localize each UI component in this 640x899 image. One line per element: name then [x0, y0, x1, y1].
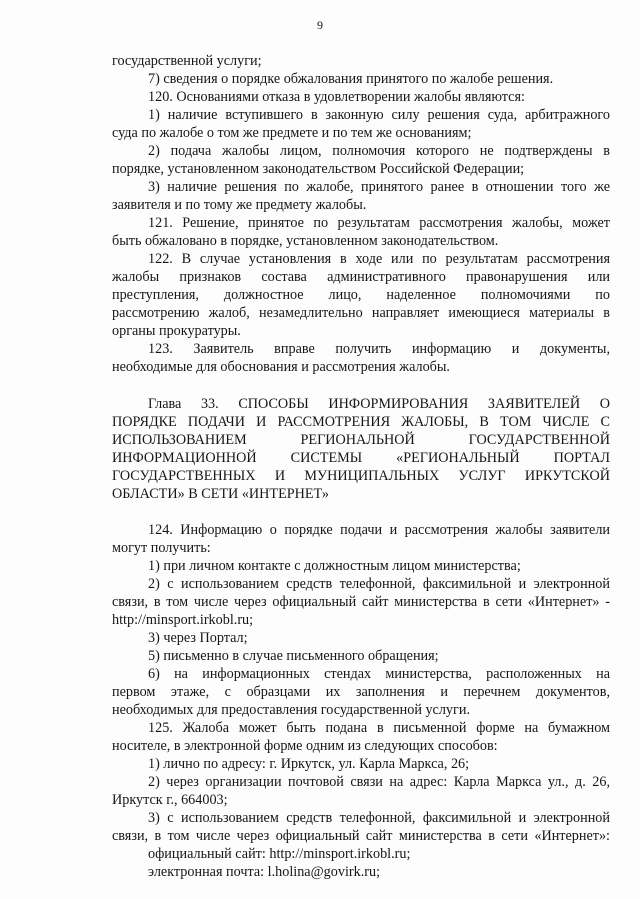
text-line: Иркутск г., 664003;: [112, 792, 228, 808]
text-line: 123. Заявитель вправе получить информацию и документы,: [148, 341, 610, 357]
text-line: необходимые для обоснования и рассмотрения жалобы.: [112, 359, 450, 375]
text-line: 124. Информацию о порядке подачи и рассмотрения жалобы заявители: [148, 522, 610, 538]
text-line: первом этаже, с образцами их заполнения и перечнем документов,: [112, 684, 610, 700]
text-line: рассмотрению жалоб, незамедлительно направляет имеющиеся материалы в: [112, 305, 610, 321]
text-line: преступления, должностное лицо, наделенное полномочиями по: [112, 287, 610, 303]
text-line: 7) сведения о порядке обжалования принятого по жалобе решения.: [148, 71, 554, 87]
text-line: 2) через организации почтовой связи на адрес: Карла Маркса ул., д. 26,: [148, 774, 610, 790]
text-line: порядке, установленном законодательством Российской Федерации;: [112, 161, 525, 177]
text-line: органы прокуратуры.: [112, 323, 241, 339]
text-line: могут получить:: [112, 540, 211, 556]
text-line: 3) через Портал;: [148, 630, 248, 646]
text-line: носителе, в электронной форме одним из следующих способов:: [112, 738, 498, 754]
text-line: 2) подача жалобы лицом, полномочия которого не подтверждены в: [148, 143, 610, 159]
page-number: 9: [317, 18, 323, 32]
chapter-heading-line: Глава 33. СПОСОБЫ ИНФОРМИРОВАНИЯ ЗАЯВИТЕЛЕЙ О: [148, 396, 610, 412]
text-line: официальный сайт: http://minsport.irkobl.ru;: [148, 846, 411, 862]
text-line: связи, в том числе через официальный сайт министерства в сети «Интернет»:: [112, 828, 610, 844]
text-line: 3) наличие решения по жалобе, принятого ранее в отношении того же: [148, 179, 610, 195]
text-line: 125. Жалоба может быть подана в письменной форме на бумажном: [148, 720, 610, 736]
text-line: заявителя и по тому же предмету жалобы.: [112, 197, 367, 213]
text-line: связи, в том числе через официальный сайт министерства в сети «Интернет» -: [112, 594, 610, 610]
text-line: быть обжаловано в порядке, установленном законодательством.: [112, 233, 499, 249]
text-line: 5) письменно в случае письменного обращения;: [148, 648, 439, 664]
text-line: электронная почта: l.holina@govirk.ru;: [148, 864, 381, 880]
text-line: 6) на информационных стендах министерства, расположенных на: [148, 666, 610, 682]
text-line: 1) наличие вступившего в законную силу решения суда, арбитражного: [148, 107, 610, 123]
chapter-heading-line: ИНФОРМАЦИОННОЙ СИСТЕМЫ «РЕГИОНАЛЬНЫЙ ПОРТАЛ: [112, 450, 610, 466]
text-line: суда по жалобе о том же предмете и по тем же основаниям;: [112, 125, 472, 141]
text-line: 2) с использованием средств телефонной, факсимильной и электронной: [148, 576, 610, 592]
text-line: необходимых для предоставления государственной услуги.: [112, 702, 470, 718]
chapter-heading-line: ИСПОЛЬЗОВАНИЕМ РЕГИОНАЛЬНОЙ ГОСУДАРСТВЕННОЙ: [112, 432, 610, 448]
text-line: государственной услуги;: [112, 53, 262, 69]
text-line: 1) лично по адресу: г. Иркутск, ул. Карла Маркса, 26;: [148, 756, 470, 772]
text-line: 1) при личном контакте с должностным лицом министерства;: [148, 558, 521, 574]
text-line: 120. Основаниями отказа в удовлетворении жалобы являются:: [148, 89, 525, 105]
text-line: жалобы признаков состава административного правонарушения или: [112, 269, 610, 285]
chapter-heading-line: ПОРЯДКЕ ПОДАЧИ И РАССМОТРЕНИЯ ЖАЛОБЫ, В ТОМ ЧИСЛЕ С: [112, 414, 610, 430]
text-line: 122. В случае установления в ходе или по результатам рассмотрения: [148, 251, 610, 267]
chapter-heading-line: ОБЛАСТИ» В СЕТИ «ИНТЕРНЕТ»: [112, 486, 329, 502]
text-line: 3) с использованием средств телефонной, факсимильной и электронной: [148, 810, 610, 826]
chapter-heading-line: ГОСУДАРСТВЕННЫХ И МУНИЦИПАЛЬНЫХ УСЛУГ ИРКУТСКОЙ: [112, 468, 610, 484]
text-line: 121. Решение, принятое по результатам рассмотрения жалобы, может: [148, 215, 610, 231]
text-line: http://minsport.irkobl.ru;: [112, 612, 254, 628]
